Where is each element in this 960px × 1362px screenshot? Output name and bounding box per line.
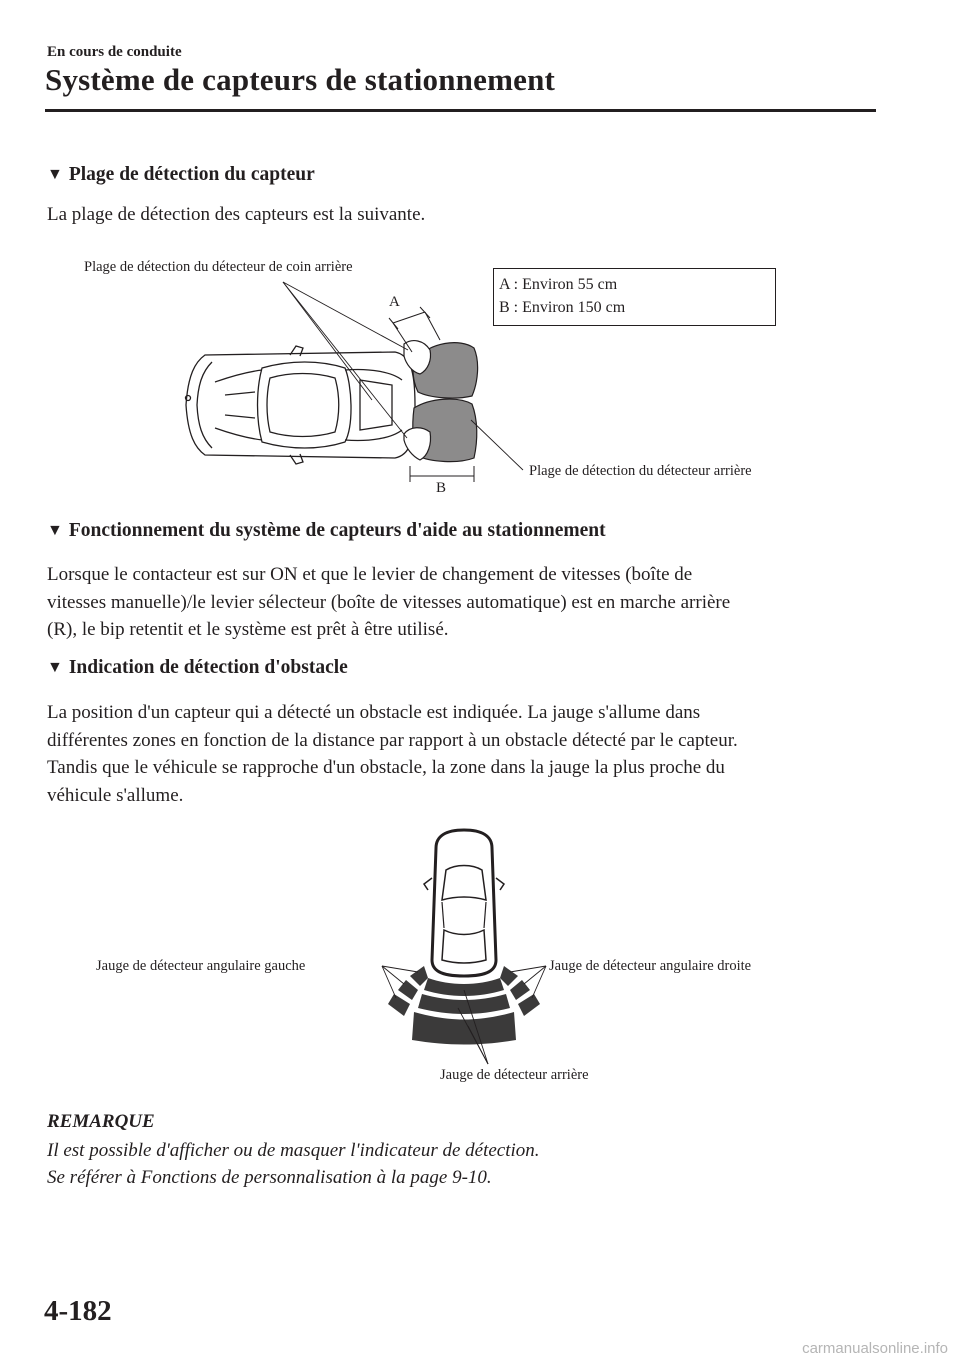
- label-right-corner-gauge: Jauge de détecteur angulaire droite: [549, 958, 752, 974]
- label-rear-gauge: Jauge de détecteur arrière: [440, 1067, 589, 1083]
- dimension-a: [389, 307, 440, 352]
- section-heading-operation: ▼ Fonctionnement du système de capteurs d'aide au stationnement: [47, 520, 606, 541]
- title-rule: [45, 109, 876, 112]
- triangle-down-icon: ▼: [47, 522, 63, 539]
- watermark: carmanualsonline.info: [802, 1340, 948, 1357]
- label-rear-sensor-range: Plage de détection du détecteur arrière: [529, 463, 752, 479]
- dimension-legend: [493, 268, 776, 326]
- section-text-obstacle-indication: La position d'un capteur qui a détecté un obstacle est indiquée. La jauge s'allume dans différentes zones en fonction de la distance par rapport à un obstacle détecté par le capteur. Tandis que le véhicule se rapproche d'un obstacle, la zone dans la jauge la plus proche du véhicule s'allume.: [47, 702, 738, 806]
- label-corner-sensor-range: Plage de détection du détecteur de coin arrière: [84, 259, 353, 275]
- gauge-segments: [388, 966, 540, 1045]
- section-text-detection-range: La plage de détection des capteurs est la suivante.: [47, 204, 426, 225]
- legend-a: A : Environ 55 cm: [499, 276, 618, 293]
- marker-b: B: [436, 480, 447, 496]
- triangle-down-icon: ▼: [47, 659, 63, 676]
- car-outline-rear-view: [424, 830, 504, 976]
- legend-b: B : Environ 150 cm: [499, 299, 626, 316]
- section-text-operation: Lorsque le contacteur est sur ON et que le levier de changement de vitesses (boîte de vitesses manuelle)/le levier sélecteur (boîte de vitesses automatique) est en marche arrière (R), le bip retentit et le système est prêt à être utilisé.: [47, 564, 731, 640]
- car-top-view: [186, 346, 416, 464]
- triangle-down-icon: ▼: [47, 166, 63, 183]
- page-number: 4-182: [44, 1295, 112, 1327]
- label-left-corner-gauge: Jauge de détecteur angulaire gauche: [96, 958, 306, 974]
- page-title: Système de capteurs de stationnement: [45, 62, 556, 97]
- section-heading-obstacle-indication: ▼ Indication de détection d'obstacle: [47, 657, 348, 678]
- corner-lobes: [404, 341, 431, 460]
- figure2-leaders: [382, 966, 546, 1064]
- remark-heading: REMARQUE: [47, 1111, 155, 1132]
- detection-lobes: [413, 343, 478, 462]
- remark-text: Il est possible d'afficher ou de masquer l'indicateur de détection. Se référer à Fonctions de personnalisation à la page 9-10.: [47, 1140, 540, 1188]
- figure1-leaders: [283, 282, 523, 470]
- running-header: En cours de conduite: [47, 44, 182, 60]
- section-heading-detection-range: ▼ Plage de détection du capteur: [47, 164, 315, 185]
- marker-a: A: [389, 294, 400, 310]
